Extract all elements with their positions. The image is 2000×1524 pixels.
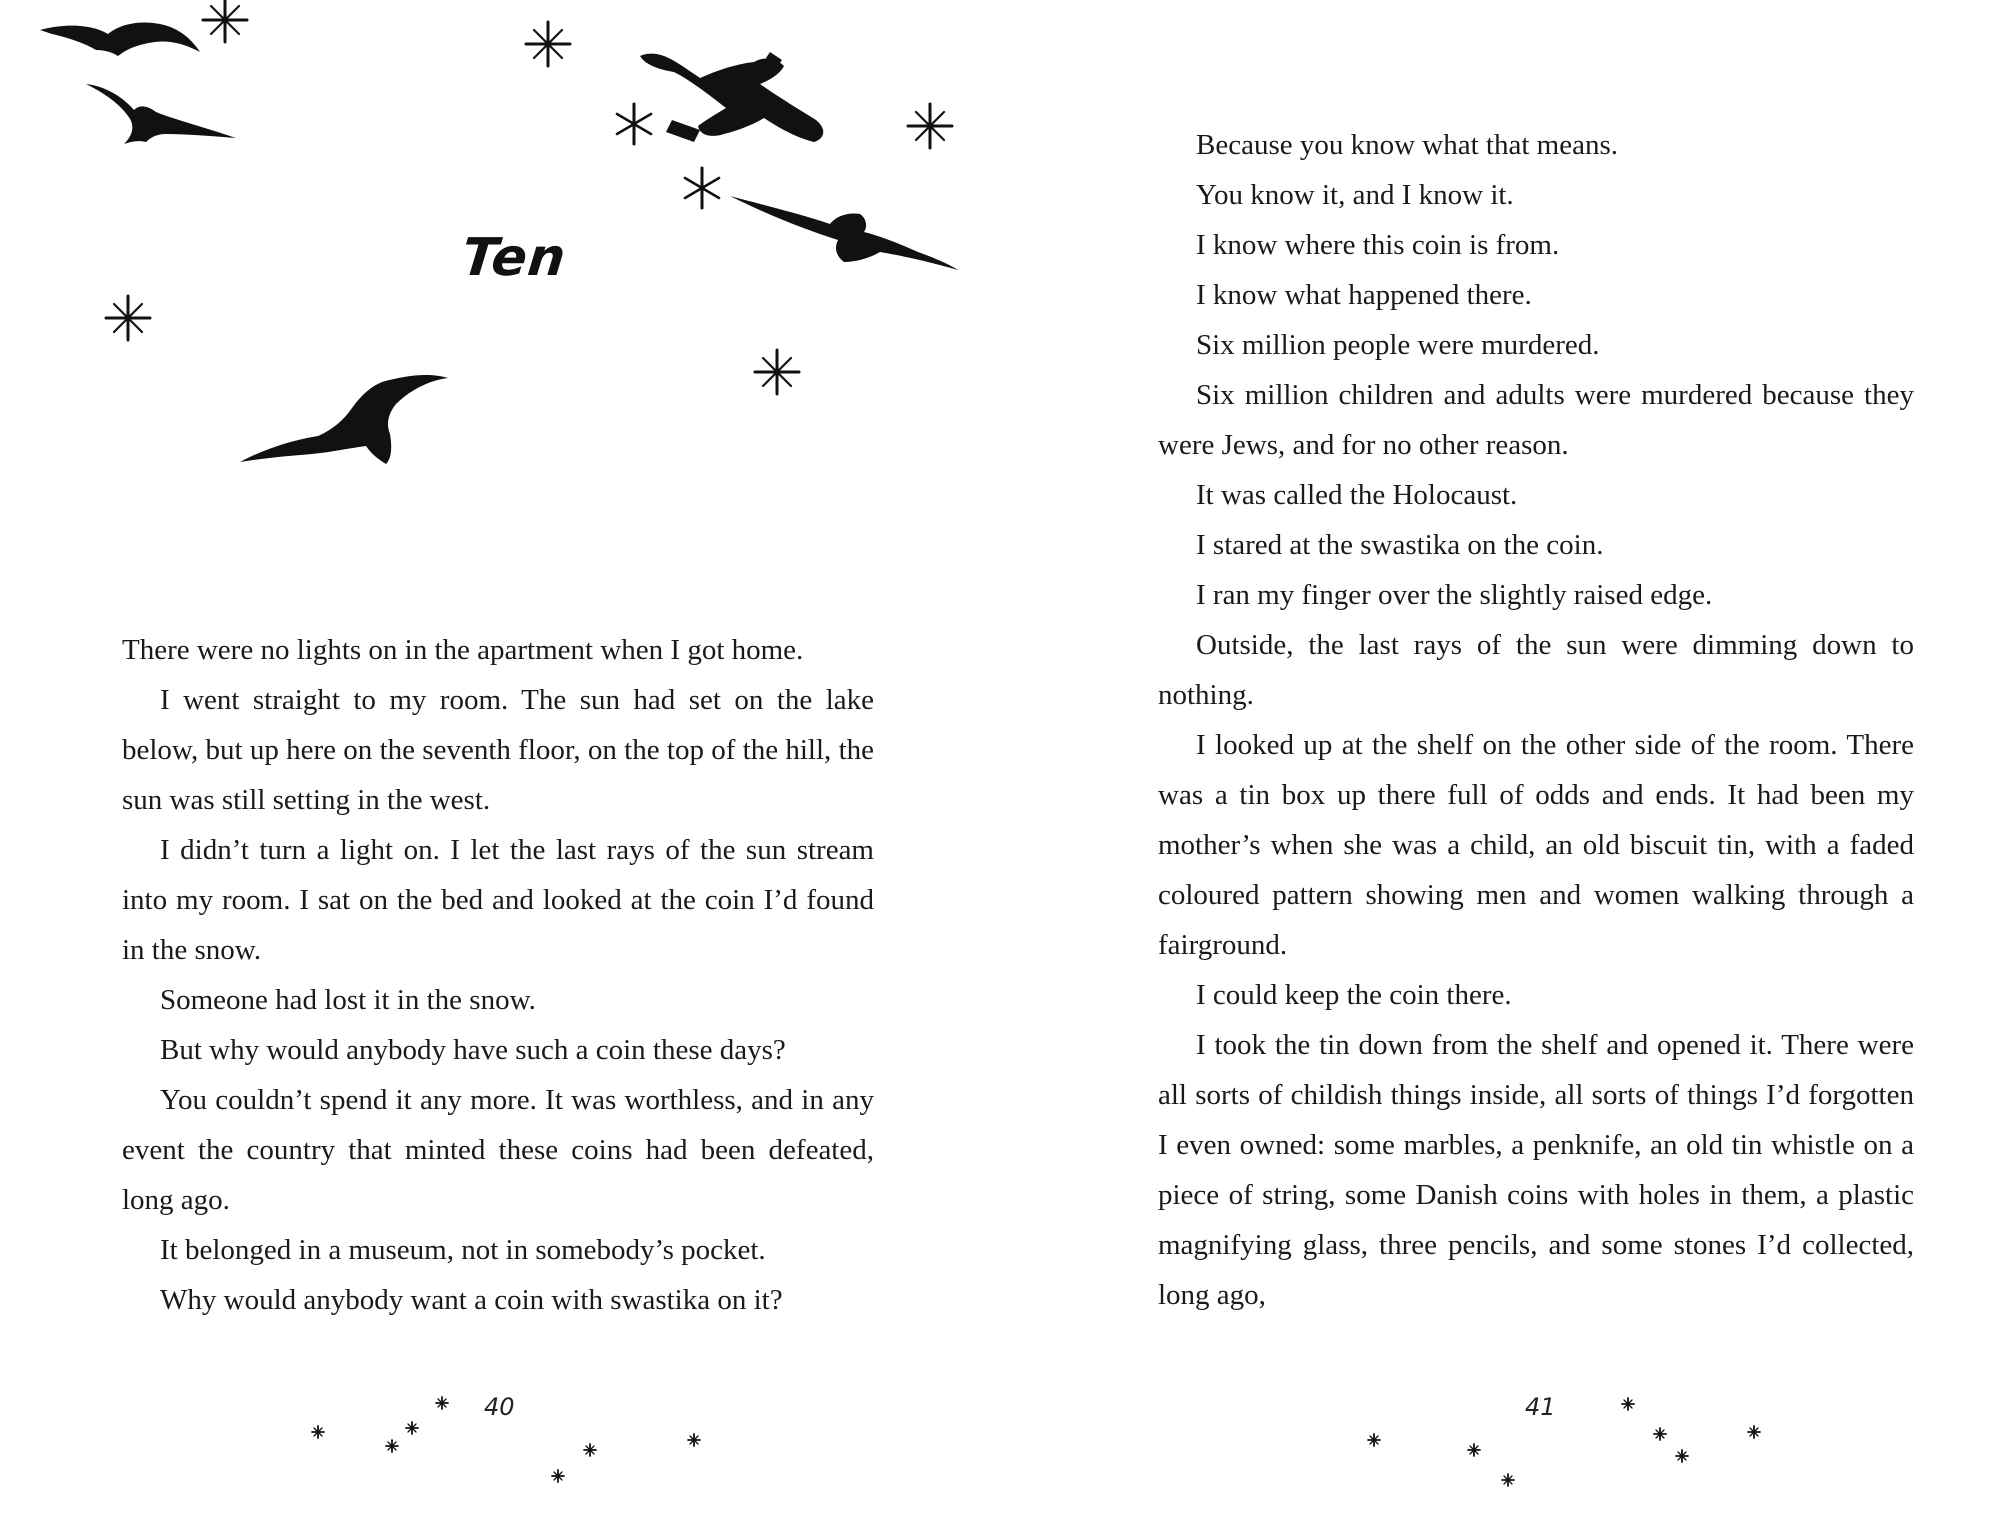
star-icon (1622, 1398, 1634, 1410)
paragraph: There were no lights on in the apartment when I got home. (122, 634, 804, 666)
star-icon (312, 1426, 324, 1438)
paragraph: Outside, the last rays of the sun were dimming down to nothing. (1158, 629, 1914, 711)
star-icon (908, 104, 952, 148)
paragraph: It was called the Holocaust. (1196, 479, 1518, 511)
paragraph: I ran my finger over the slightly raised edge. (1196, 579, 1713, 611)
paragraph: You know it, and I know it. (1196, 179, 1514, 211)
star-icon (1748, 1426, 1760, 1438)
star-icon (106, 296, 150, 340)
paragraph: I know where this coin is from. (1196, 229, 1560, 261)
paragraph: But why would anybody have such a coin these days? (160, 1034, 786, 1066)
bird-icon (240, 375, 448, 464)
airplane-icon (730, 196, 958, 270)
paragraph: You couldn’t spend it any more. It was worthless, and in any event the country that minted these coins had been defeated, long ago. (122, 1084, 874, 1216)
star-icon (617, 104, 651, 144)
star-icon (386, 1440, 398, 1452)
star-icon (1468, 1444, 1480, 1456)
star-icon (552, 1470, 564, 1482)
paragraph: Why would anybody want a coin with swastika on it? (160, 1284, 783, 1316)
star-icon (406, 1422, 418, 1434)
star-icon (1502, 1474, 1514, 1486)
paragraph: I could keep the coin there. (1196, 979, 1512, 1011)
page-number-right: 41 (1525, 1393, 1556, 1421)
airplane-icon (640, 52, 823, 142)
paragraph: I looked up at the shelf on the other side of the room. There was a tin box up there full of odds and ends. It had been my mother’s when she was a child, an old biscuit tin, with a faded coloured pattern showing men and women walking through a fairground. (1158, 729, 1914, 961)
star-icon (436, 1397, 448, 1409)
paragraph: Someone had lost it in the snow. (160, 984, 536, 1016)
star-icon (1368, 1434, 1380, 1446)
star-icon (526, 22, 570, 66)
star-icon (688, 1434, 700, 1446)
paragraph: I didn’t turn a light on. I let the last rays of the sun stream into my room. I sat on the bed and looked at the coin I’d found in the snow. (122, 834, 874, 966)
page-number-left: 40 (484, 1393, 515, 1421)
bird-icon (86, 84, 236, 144)
paragraph: I took the tin down from the shelf and opened it. There were all sorts of childish things inside, all sorts of things I’d forgotten I even owned: some marbles, a penknife, an old tin whistle on a piece of string, some Danish coins with holes in them, a plastic magnifying glass, three pencils, and some stones I’d collected, long ago, (1158, 1029, 1914, 1311)
star-icon (755, 350, 799, 394)
paragraph: I stared at the swastika on the coin. (1196, 529, 1604, 561)
paragraph: I know what happened there. (1196, 279, 1532, 311)
star-icon (1676, 1450, 1688, 1462)
paragraph: Six million children and adults were murdered because they were Jews, and for no other reason. (1158, 379, 1914, 461)
star-icon (1654, 1428, 1666, 1440)
star-icon (584, 1444, 596, 1456)
paragraph: I went straight to my room. The sun had set on the lake below, but up here on the seventh floor, on the top of the hill, the sun was still setting in the west. (122, 684, 874, 816)
paragraph: Six million people were murdered. (1196, 329, 1600, 361)
star-icon (685, 168, 719, 208)
left-page-body (122, 625, 874, 1325)
bird-icon (40, 22, 200, 56)
star-icon (203, 0, 247, 42)
chapter-title: Ten (458, 228, 570, 288)
paragraph: Because you know what that means. (1196, 129, 1619, 161)
right-page-body (1158, 120, 1914, 1320)
paragraph: It belonged in a museum, not in somebody’s pocket. (160, 1234, 766, 1266)
